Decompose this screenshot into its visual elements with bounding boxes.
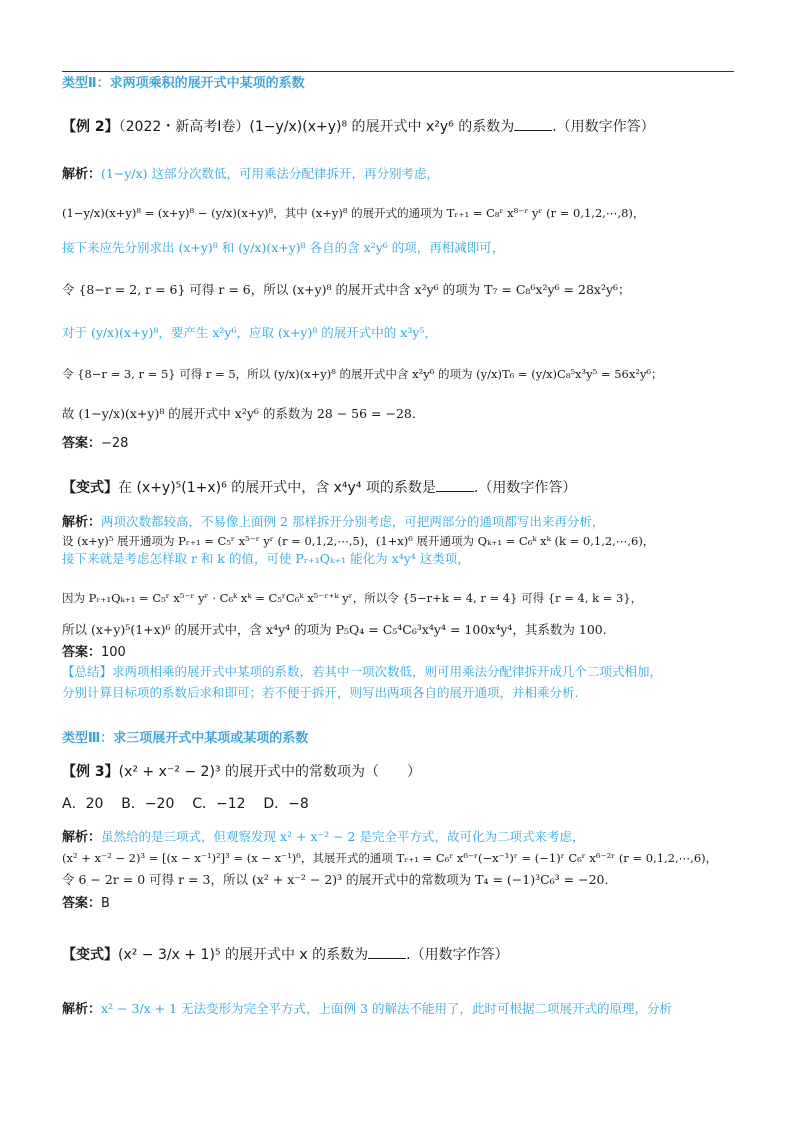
answer-line <box>62 896 738 912</box>
answer-blank <box>514 118 552 131</box>
solution-line <box>62 514 738 531</box>
solution-line: 故 (1−y/x)(x+y)⁸ 的展开式中 x²y⁶ 的系数为 28 − 56 = −28． <box>62 406 425 421</box>
variant-tag: 【变式】 <box>62 480 118 496</box>
solution-text: (1−y/x) 这部分次数低，可用乘法分配律拆开，再分别考虑， <box>101 166 439 181</box>
variant-text: (x² − 3/x + 1)⁵ 的展开式中 x 的系数为 <box>118 947 369 963</box>
solution-label: 解析： <box>62 830 102 845</box>
solution-line: (x² + x⁻² − 2)³ = [(x − x⁻¹)²]³ = (x − x⁻¹)⁶，其展开式的通项 Tᵣ₊₁ = C₆ʳ x⁶⁻ʳ(−x⁻¹)ʳ = (−1)ʳ C₆ʳ x⁶⁻²ʳ (r = 0,1,2,⋯,6)， <box>62 851 718 865</box>
example-2 <box>62 118 738 135</box>
summary-line <box>62 664 738 680</box>
answer-value: −28 <box>101 436 129 451</box>
answer-value: B <box>101 896 110 911</box>
option-c: C．−12 <box>192 796 246 812</box>
solution-line: 设 (x+y)⁵ 展开通项为 Pᵣ₊₁ = C₅ʳ x⁵⁻ʳ yʳ (r = 0,1,2,⋯,5)，(1+x)⁶ 展开通项为 Qₖ₊₁ = C₆ᵏ xᵏ (k = 0,1,2,⋯,6)， <box>62 534 655 548</box>
solution-text: 两项次数都较高，不易像上面例 2 那样拆开分别考虑，可把两部分的通项都写出来再分析， <box>101 514 605 529</box>
option-a: A．20 <box>62 796 104 812</box>
example-tag: 【例 2】 <box>62 119 119 135</box>
section-heading-type3: 类型Ⅲ：求三项展开式中某项或某项的系数 <box>62 731 309 746</box>
solution-line <box>62 1001 738 1018</box>
solution-line: 因为 Pᵣ₊₁Qₖ₊₁ = C₅ʳ x⁵⁻ʳ yʳ · C₆ᵏ xᵏ = C₅ʳC₆ᵏ x⁵⁻ʳ⁺ᵏ yʳ，所以令 {5−r+k = 4, r = 4} 可得 {r = 4, k = 3}， <box>62 591 643 605</box>
solution-label: 解析： <box>62 167 102 182</box>
solution-line: 所以 (x+y)⁵(1+x)⁶ 的展开式中，含 x⁴y⁴ 的项为 P₅Q₄ = C₅⁴C₆³x⁴y⁴ = 100x⁴y⁴，其系数为 100. <box>62 622 607 637</box>
section-heading-type2: 类型Ⅱ：求两项乘积的展开式中某项的系数 <box>62 76 305 91</box>
solution-line: 令 {8−r = 3, r = 5} 可得 r = 5，所以 (y/x)(x+y)⁸ 的展开式中含 x²y⁶ 的项为 (y/x)T₆ = (y/x)C₈⁵x³y⁵ = 56x²y⁶； <box>62 367 663 381</box>
answer-blank <box>436 479 474 492</box>
answer-label: 答案： <box>62 896 102 911</box>
variant-text: 在 (x+y)⁵(1+x)⁶ 的展开式中，含 x⁴y⁴ 项的系数是 <box>118 480 436 496</box>
solution-label: 解析： <box>62 515 102 530</box>
example-text: （2022・新高考Ⅰ卷）(1−y/x)(x+y)⁸ 的展开式中 x²y⁶ 的系数为 <box>118 119 515 135</box>
example-text: (x² + x⁻² − 2)³ 的展开式中的常数项为（ ） <box>118 764 421 780</box>
summary-tag: 【总结】 <box>62 664 113 679</box>
solution-line <box>62 829 738 846</box>
answer-label: 答案： <box>62 645 102 660</box>
solution-label: 解析： <box>62 1002 102 1017</box>
answer-value: 100 <box>101 645 126 660</box>
summary-text: 求两项相乘的展开式中某项的系数，若其中一项次数低，则可用乘法分配律拆开成几个二项式相加， <box>112 664 663 679</box>
example-suffix: .（用数字作答） <box>552 119 655 135</box>
variant-suffix: .（用数字作答） <box>406 947 509 963</box>
variant-2 <box>62 946 738 963</box>
solution-line: 接下来就是考虑怎样取 r 和 k 的值，可使 Pᵣ₊₁Qₖ₊₁ 能化为 x⁴y⁴ 这类项， <box>62 551 470 566</box>
option-d: D．−8 <box>263 796 309 812</box>
variant-1 <box>62 479 738 496</box>
solution-line: (1−y/x)(x+y)⁸ = (x+y)⁸ − (y/x)(x+y)⁸，其中 (x+y)⁸ 的展开式的通项为 Tᵣ₊₁ = C₈ʳ x⁸⁻ʳ yʳ (r = 0,1,2,⋯,8)， <box>62 206 645 220</box>
summary-line: 分别计算目标项的系数后求和即可；若不便于拆开，则写出两项各自的展开通项，并相乘分析. <box>62 685 579 700</box>
answer-line <box>62 436 738 452</box>
variant-tag: 【变式】 <box>62 947 118 963</box>
answer-label: 答案： <box>62 436 102 451</box>
top-rule <box>62 71 734 72</box>
solution-text: x² − 3/x + 1 无法变形为完全平方式，上面例 3 的解法不能用了，此时可根据二项展开式的原理，分析 <box>101 1001 672 1016</box>
solution-line <box>62 166 738 183</box>
example-3 <box>62 764 738 780</box>
solution-text: 虽然给的是三项式，但观察发现 x² + x⁻² − 2 是完全平方式，故可化为二项式来考虑， <box>101 829 585 844</box>
options-row <box>62 796 738 812</box>
solution-line: 令 {8−r = 2, r = 6} 可得 r = 6，所以 (x+y)⁸ 的展开式中含 x²y⁶ 的项为 T₇ = C₈⁶x²y⁶ = 28x²y⁶； <box>62 282 631 297</box>
answer-blank <box>368 946 406 959</box>
answer-line <box>62 645 738 661</box>
example-tag: 【例 3】 <box>62 764 119 780</box>
option-b: B．−20 <box>121 796 175 812</box>
solution-line: 对于 (y/x)(x+y)⁸，要产生 x²y⁶，应取 (x+y)⁸ 的展开式中的 x³y⁵， <box>62 325 437 340</box>
solution-line: 令 6 − 2r = 0 可得 r = 3，所以 (x² + x⁻² − 2)³ 的展开式中的常数项为 T₄ = (−1)³C₆³ = −20. <box>62 872 609 887</box>
solution-line: 接下来应先分别求出 (x+y)⁸ 和 (y/x)(x+y)⁸ 各自的含 x²y⁶ 的项，再相减即可， <box>62 240 505 255</box>
variant-suffix: .（用数字作答） <box>473 480 577 496</box>
